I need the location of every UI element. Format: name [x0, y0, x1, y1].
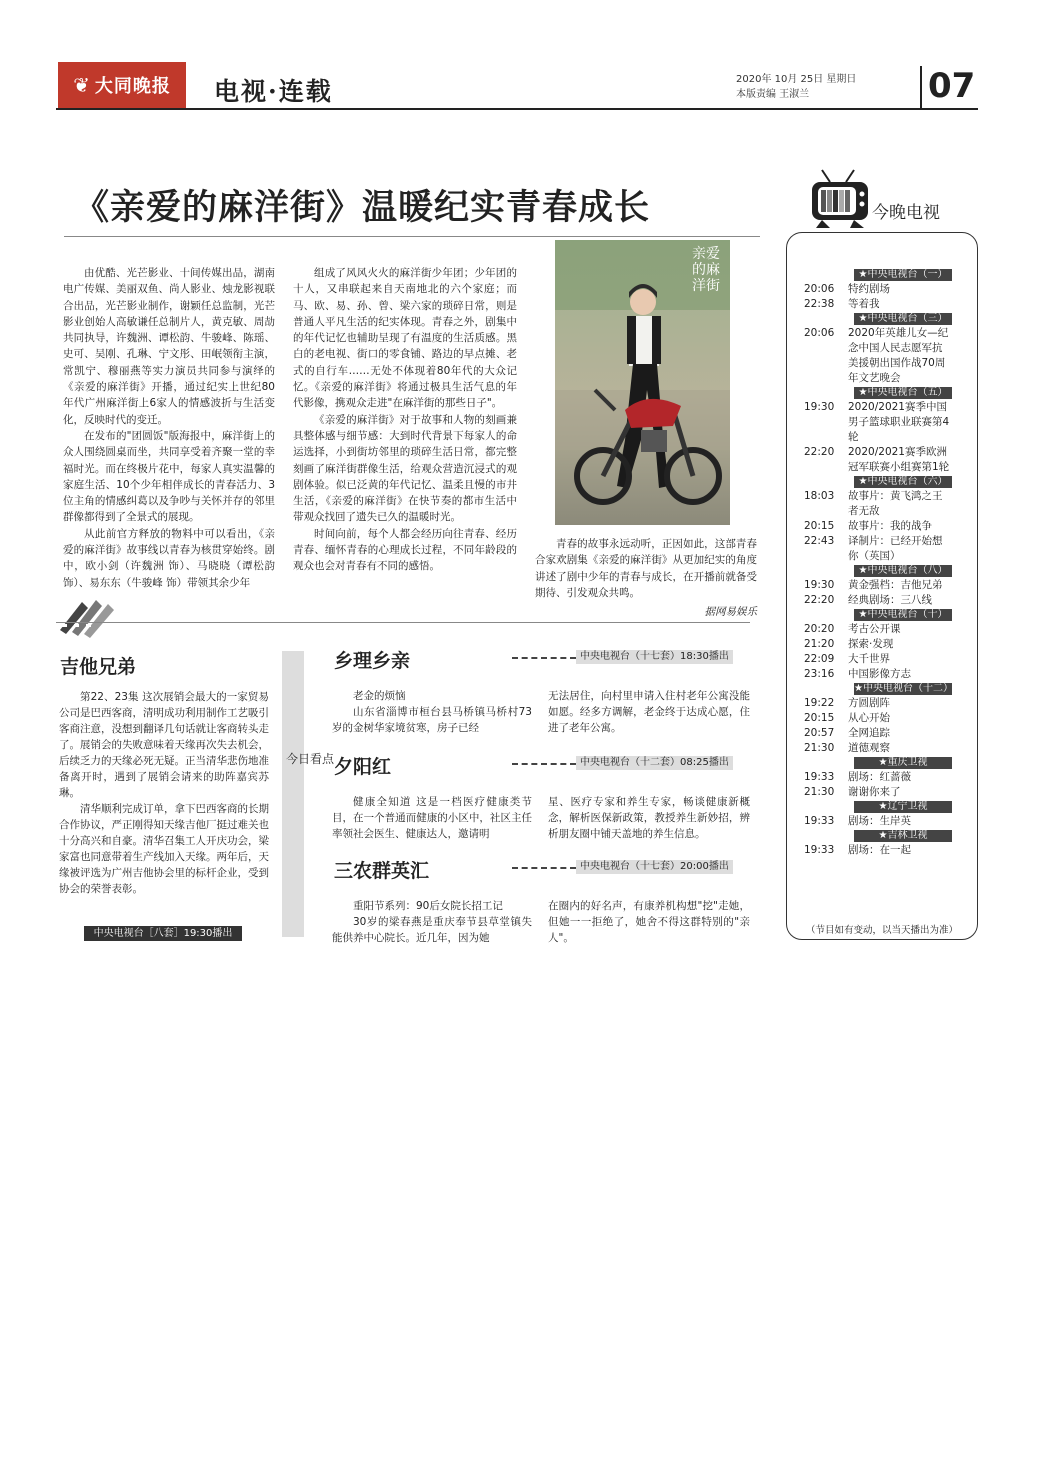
section-title: 电视·连载	[214, 77, 333, 106]
article-paragraph: 在发布的"团圆饭"版海报中，麻洋街上的众人围绕圆桌而坐，共同享受着齐聚一堂的幸福时光。而在终极片花中，每家人真实温馨的家庭生活、10个少年相伴成长的青春活力、3位主角的情感纠葛以及争吵与关怀并存的邻里群像都得到了全景式的展现。	[63, 429, 275, 524]
program-time: 22:09	[804, 653, 835, 665]
program-time: 20:06	[804, 283, 835, 295]
program-time: 20:06	[804, 327, 835, 339]
program-time: 21:30	[804, 742, 835, 754]
guitar-brothers-title: 吉他兄弟	[60, 656, 137, 678]
program-title: 三农群英汇	[334, 860, 430, 882]
program-desc-right	[548, 898, 750, 946]
program-name: 2020/2021赛季欧洲冠军联赛小组赛第1轮	[848, 446, 950, 473]
synopsis-paragraph: 第22、23集 这次展销会最大的一家贸易公司是巴西客商，清明成功利用制作工艺吸引客商注意，没想到翻译几句话就让客商转头走了。展销会的失败意味着天缘再次失去机会，后续乏力的天缘必死无疑。正当清华悲伤地准备离开时，遇到了展销会请来的助阵嘉宾苏琳。	[59, 691, 269, 799]
schedule-row	[804, 445, 952, 475]
schedule-row	[804, 593, 952, 608]
page-editor: 本版责编 王淑兰	[736, 89, 810, 100]
issue-meta	[736, 72, 856, 102]
flame-icon: ❦	[73, 73, 91, 97]
program-time: 20:15	[804, 520, 835, 532]
schedule-row	[804, 785, 952, 800]
program-time: 20:20	[804, 623, 835, 635]
page-number: 07	[928, 66, 976, 106]
program-desc-right	[548, 794, 750, 842]
program-time: 19:30	[804, 579, 835, 591]
program-time: 20:57	[804, 727, 835, 739]
tv-guide-title: 今晚电视	[872, 203, 940, 223]
today-highlights-label: 今日看点	[286, 752, 335, 766]
program-text: 山东省淄博市桓台县马桥镇马桥村73岁的金树华家境贫寒，房子已经	[332, 706, 532, 734]
schedule-row	[804, 843, 952, 858]
channel-header: ★中央电视台（八）	[854, 565, 952, 577]
schedule-row	[804, 741, 952, 756]
schedule-row	[804, 622, 952, 637]
program-airtime: 中央电视台（十七套）20:00播出	[576, 860, 733, 874]
program-name: 故事片：我的战争	[848, 520, 932, 532]
program-name: 中国影像方志	[848, 668, 911, 680]
channel-header: ★中央电视台（十）	[854, 609, 952, 621]
schedule-row	[804, 578, 952, 593]
program-name: 方圆剧阵	[848, 697, 890, 709]
newspaper-logo	[58, 62, 186, 108]
article-paragraph: 时间向前，每个人都会经历向往青春、经历青春、缅怀青春的心理成长过程，不同年龄段的观众也会对青春有不同的感悟。	[293, 527, 517, 573]
schedule-row	[804, 711, 952, 726]
program-airtime: 中央电视台（十二套）08:25播出	[576, 756, 733, 770]
program-name: 2020年英雄儿女—纪念中国人民志愿军抗美援朝出国作战70周年文艺晚会	[848, 327, 949, 384]
schedule-row	[804, 400, 952, 445]
television-icon	[808, 168, 874, 230]
schedule-row	[804, 519, 952, 534]
program-desc-left	[332, 794, 532, 842]
guitar-brothers-synopsis	[59, 689, 269, 897]
schedule-row	[804, 489, 952, 519]
schedule-row	[804, 726, 952, 741]
program-time: 22:38	[804, 298, 835, 310]
program-text: 在圈内的好名声，有康养机构想"挖"走她，但她一一拒绝了，她舍不得这群特别的"亲人"。	[548, 900, 750, 944]
program-time: 18:03	[804, 490, 835, 502]
schedule-row	[804, 326, 952, 386]
program-name: 道德观察	[848, 742, 890, 754]
channel-header: ★中央电视台（十二）	[854, 683, 953, 694]
article-column-2	[293, 265, 517, 575]
program-time: 23:16	[804, 668, 835, 680]
program-name: 黄金强档：吉他兄弟	[848, 579, 943, 591]
article-paragraph: 由优酷、光芒影业、十间传媒出品，湖南电广传媒、美丽双鱼、尚人影业、烛龙影视联合出品，光芒影业制作，谢颖任总监制，光芒影业创始人高敏谦任总制片人，黄克敏、周劼共同执导，许魏洲、谭松韵、牛骏峰、陈瑶、史可、吴刚、孔琳、宁文彤、田岷领衔主演，常凯宁、穆丽燕等实力演员共同参与演绎的《亲爱的麻洋街》开播，通过纪实上世纪80年代广州麻洋街上6家人的情感波折与生活变化，反映时代的变迁。	[63, 267, 275, 426]
program-time: 19:33	[804, 844, 835, 856]
program-name: 全网追踪	[848, 727, 890, 739]
program-desc-left	[332, 688, 532, 736]
program-time: 19:33	[804, 815, 835, 827]
issue-date: 2020年 10月 25日 星期日	[736, 74, 857, 85]
program-name: 等着我	[848, 298, 880, 310]
guitar-brothers-airtime: 中央电视台［八套］19:30播出	[84, 926, 242, 941]
schedule-row	[804, 770, 952, 785]
schedule-row	[804, 534, 952, 564]
program-desc-right	[548, 688, 750, 736]
program-text: 30岁的梁春燕是重庆奉节县草堂镇失能供养中心院长。近几年，因为她	[332, 916, 532, 944]
channel-header: ★中央电视台（六）	[854, 476, 952, 488]
schedule-row	[804, 282, 952, 297]
schedule-note: （节目如有变动，以当天播出为准）	[806, 925, 959, 936]
program-subtitle: 重阳节系列：90后女院长招工记	[353, 900, 503, 912]
schedule-row	[804, 667, 952, 682]
program-name: 剧场：红蔷薇	[848, 771, 911, 783]
schedule-row	[804, 652, 952, 667]
program-time: 22:43	[804, 535, 835, 547]
program-subtitle: 老金的烦恼	[353, 690, 406, 702]
program-name: 2020/2021赛季中国男子篮球职业联赛第4轮	[848, 401, 950, 443]
program-time: 22:20	[804, 446, 835, 458]
channel-header: ★辽宁卫视	[854, 801, 952, 813]
program-time: 21:20	[804, 638, 835, 650]
synopsis-paragraph: 清华顺利完成订单，拿下巴西客商的长期合作协议，严正刚得知天缘吉他厂挺过难关也十分高兴和自豪。清华召集工人开庆功会，梁家富也同意带着生产线加入天缘。两年后，天缘被评选为广州吉他协会里的标杆企业，受到协会的荣誉表彰。	[59, 803, 269, 895]
program-time: 21:30	[804, 786, 835, 798]
article-paragraph: 组成了风风火火的麻洋街少年团；少年团的十人，又串联起来自天南地北的六个家庭；而马、欧、易、孙、曾、梁六家的琐碎日常，则是普通人平凡生活的纪实体现。青春之外，剧集中的年代记忆也辅助呈现了有温度的生活质感。黑白的老电视、街口的零食铺、路边的早点摊、老式的自行车……无处不体现着80年代的大众记忆。《亲爱的麻洋街》将通过极具生活气息的年代影像，携观众走进"在麻洋街的那些日子"。	[293, 267, 517, 410]
program-name: 经典剧场：三八线	[848, 594, 932, 606]
program-title: 夕阳红	[334, 756, 392, 778]
header-rule	[56, 108, 978, 110]
program-name: 从心开始	[848, 712, 890, 724]
program-name: 剧场：生岸英	[848, 815, 911, 827]
film-reel-icon	[52, 594, 118, 638]
schedule-row	[804, 696, 952, 711]
channel-header: ★吉林卫视	[854, 830, 952, 842]
dashed-leader	[512, 867, 576, 869]
channel-header: ★中央电视台（五）	[854, 387, 952, 399]
article-column-3	[535, 536, 757, 620]
program-text: 健康全知道 这是一档医疗健康类节目，在一个普通而健康的小区中，社区主任率领社会医生、健康达人，邀请明	[332, 796, 532, 840]
program-time: 22:20	[804, 594, 835, 606]
channel-header: ★中央电视台（三）	[854, 313, 952, 325]
dashed-leader	[512, 657, 576, 659]
program-name: 大千世界	[848, 653, 890, 665]
program-desc-left	[332, 898, 532, 946]
section-rule	[56, 622, 750, 623]
program-name: 特约剧场	[848, 283, 890, 295]
dashed-leader	[512, 763, 576, 765]
program-title: 乡理乡亲	[334, 650, 411, 672]
schedule-row	[804, 637, 952, 652]
headline-rule	[64, 236, 760, 237]
article-paragraph: 从此前官方释放的物料中可以看出，《亲爱的麻洋街》故事线以青春为核贯穿始终。剧中，欧小剑（许魏洲 饰）、马晓晓（谭松韵 饰）、易东东（牛骏峰 饰）带领其余少年	[63, 527, 275, 589]
tv-schedule	[804, 268, 952, 858]
program-text: 星、医疗专家和养生专家，畅谈健康新概念，解析医保新政策，教授养生新妙招，辨析朋友圈中铺天盖地的养生信息。	[548, 796, 750, 840]
program-time: 19:22	[804, 697, 835, 709]
drama-still-photo	[555, 240, 730, 525]
program-time: 20:15	[804, 712, 835, 724]
article-column-1	[63, 265, 275, 591]
schedule-row	[804, 297, 952, 312]
article-paragraph: 《亲爱的麻洋街》对于故事和人物的刻画兼具整体感与细节感：大到时代背景下每家人的命运选择，小到街坊邻里的琐碎生活日常，都完整刻画了麻洋街群像生活，给观众营造沉浸式的观剧体验。似已泛黄的年代记忆、温柔且慢的市井生活，《亲爱的麻洋街》在快节奏的都市生活中带观众找回了遗失已久的温暖时光。	[293, 413, 517, 524]
program-name: 探索·发现	[848, 638, 894, 650]
program-airtime: 中央电视台（十七套）18:30播出	[576, 650, 733, 664]
program-name: 译制片：已经开始想你（英国）	[848, 535, 943, 562]
channel-header: ★中央电视台（一）	[854, 269, 952, 281]
program-name: 谢谢你来了	[848, 786, 901, 798]
article-headline: 《亲爱的麻洋街》温暖纪实青春成长	[74, 187, 651, 228]
program-time: 19:33	[804, 771, 835, 783]
channel-header: ★重庆卫视	[854, 757, 952, 769]
schedule-row	[804, 814, 952, 829]
program-time: 19:30	[804, 401, 835, 413]
program-name: 考古公开课	[848, 623, 901, 635]
program-name: 剧场：在一起	[848, 844, 911, 856]
page-number-divider	[920, 66, 922, 108]
article-byline: 据网易娱乐	[704, 606, 757, 619]
program-name: 故事片：黄飞鸿之王者无敌	[848, 490, 943, 517]
logo-text: 大同晚报	[94, 76, 171, 97]
program-text: 无法居住，向村里申请入住村老年公寓没能如愿。经多方调解，老金终于达成心愿，住进了老年公寓。	[548, 690, 750, 734]
article-paragraph: 青春的故事永远动听，正因如此，这部青春合家欢剧集《亲爱的麻洋街》从更加纪实的角度讲述了剧中少年的青春与成长，在开播前就备受期待、引发观众共鸣。	[535, 538, 757, 599]
photo-title-overlay: 亲爱的麻洋街	[692, 246, 720, 294]
